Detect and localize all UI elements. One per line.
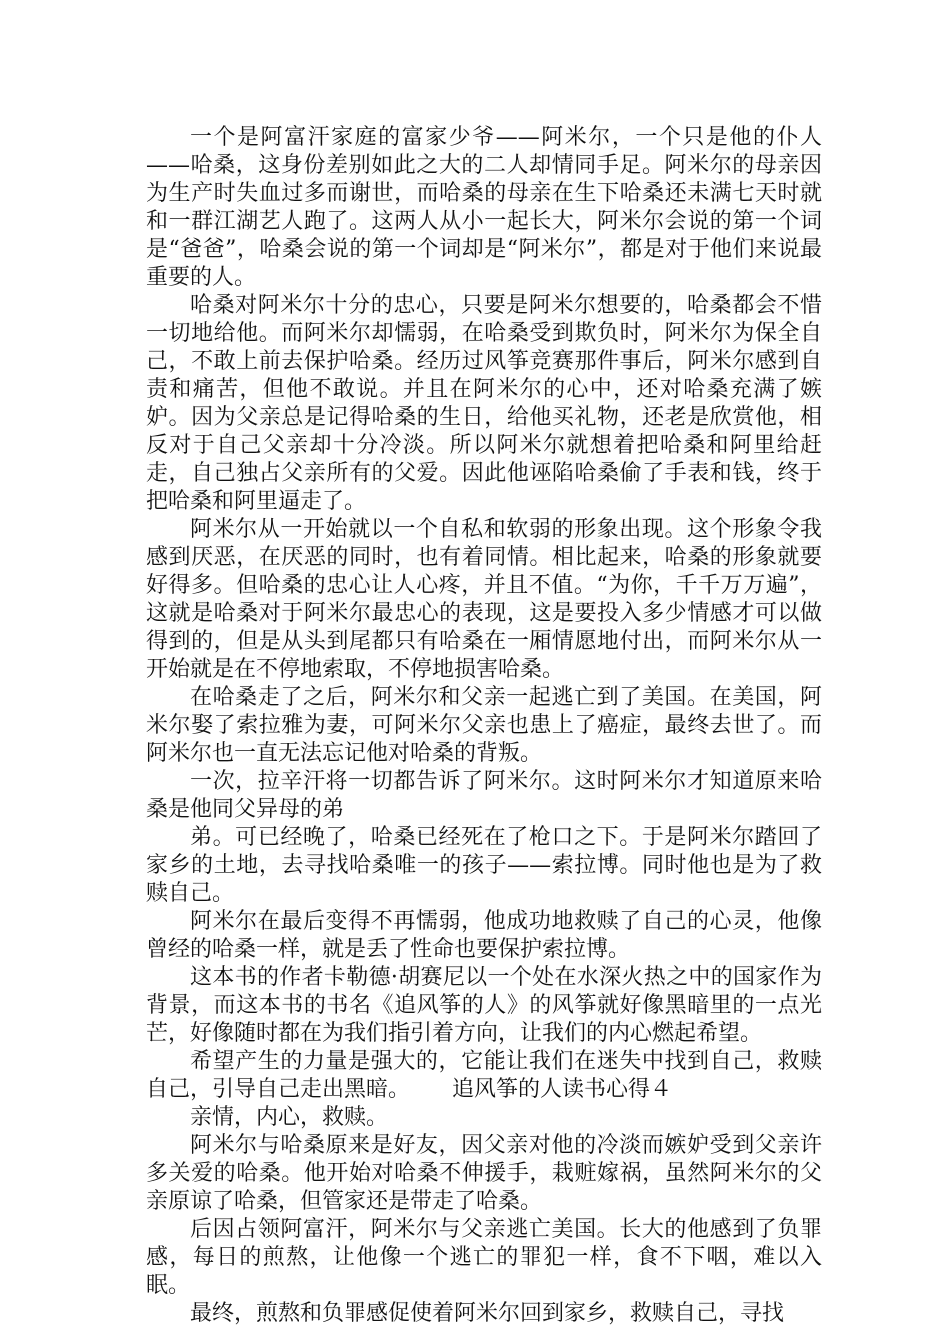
- paragraph: 一次，拉辛汗将一切都告诉了阿米尔。这时阿米尔才知道原来哈桑是他同父异母的弟: [146, 769, 822, 822]
- paragraph: 希望产生的力量是强大的，它能让我们在迷失中找到自己，救赎自己，引导自己走出黑暗。 追风筝的人读书心得４: [146, 1049, 822, 1102]
- paragraph: 在哈桑走了之后，阿米尔和父亲一起逃亡到了美国。在美国，阿米尔娶了索拉雅为妻，可阿米尔父亲也患上了癌症，最终去世了。而阿米尔也一直无法忘记他对哈桑的背叛。: [146, 685, 822, 766]
- paragraph: 阿米尔与哈桑原来是好友，因父亲对他的冷淡而嫉妒受到父亲许多关爱的哈桑。他开始对哈桑不伸援手，栽赃嫁祸，虽然阿米尔的父亲原谅了哈桑，但管家还是带走了哈桑。: [146, 1133, 822, 1214]
- paragraph: 弟。可已经晚了，哈桑已经死在了枪口之下。于是阿米尔踏回了家乡的土地，去寻找哈桑唯一的孩子——索拉博。同时他也是为了救赎自己。: [146, 825, 822, 906]
- paragraph: 阿米尔从一开始就以一个自私和软弱的形象出现。这个形象令我感到厌恶，在厌恶的同时，也有着同情。相比起来，哈桑的形象就要好得多。但哈桑的忠心让人心疼，并且不值。“为你，千千万万遍”，这就是哈桑对于阿米尔最忠心的表现，这是要投入多少情感才可以做得到的，但是从头到尾都只有哈桑在一厢情愿地付出，而阿米尔从一开始就是在不停地索取，不停地损害哈桑。: [146, 517, 822, 682]
- paragraph: 一个是阿富汗家庭的富家少爷——阿米尔，一个只是他的仆人——哈桑，这身份差别如此之大的二人却情同手足。阿米尔的母亲因为生产时失血过多而谢世，而哈桑的母亲在生下哈桑还未满七天时就和一群江湖艺人跑了。这两人从小一起长大，阿米尔会说的第一个词是“爸爸”，哈桑会说的第一个词却是“阿米尔”，都是对于他们来说最重要的人。: [146, 125, 822, 290]
- paragraph: 最终，煎熬和负罪感促使着阿米尔回到家乡，救赎自己，寻找: [190, 1301, 785, 1326]
- paragraph: 这本书的作者卡勒德·胡赛尼以一个处在水深火热之中的国家作为背景，而这本书的书名《追风筝的人》的风筝就好像黑暗里的一点光芒，好像随时都在为我们指引着方向，让我们的内心燃起希望。: [146, 965, 822, 1046]
- paragraph: 哈桑对阿米尔十分的忠心，只要是阿米尔想要的，哈桑都会不惜一切地给他。而阿米尔却懦弱，在哈桑受到欺负时，阿米尔为保全自己，不敢上前去保护哈桑。经历过风筝竞赛那件事后，阿米尔感到自责和痛苦，但他不敢说。并且在阿米尔的心中，还对哈桑充满了嫉妒。因为父亲总是记得哈桑的生日，给他买礼物，还老是欣赏他，相反对于自己父亲却十分冷淡。所以阿米尔就想着把哈桑和阿里给赶走，自己独占父亲所有的父爱。因此他诬陷哈桑偷了手表和钱，终于把哈桑和阿里逼走了。: [146, 293, 822, 514]
- paragraph: 后因占领阿富汗，阿米尔与父亲逃亡美国。长大的他感到了负罪感，每日的煎熬，让他像一个逃亡的罪犯一样，食不下咽，难以入眠。: [146, 1217, 822, 1298]
- paragraph: 亲情，内心，救赎。: [190, 1105, 389, 1130]
- paragraph: 阿米尔在最后变得不再懦弱，他成功地救赎了自己的心灵，他像曾经的哈桑一样，就是丢了性命也要保护索拉博。: [146, 909, 822, 962]
- document-body: [146, 124, 822, 1328]
